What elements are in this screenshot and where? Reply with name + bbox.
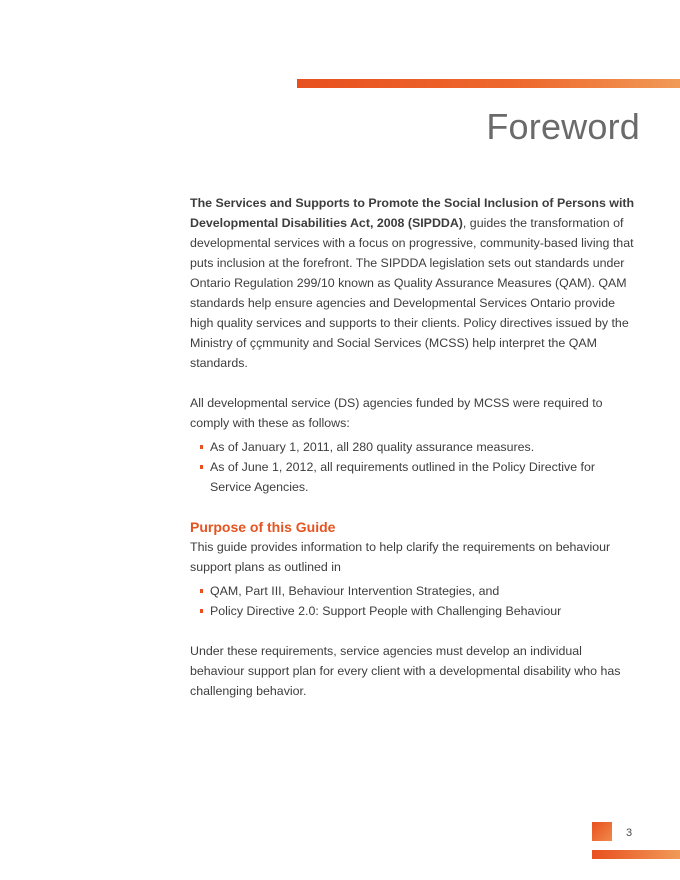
bullet-marker: [200, 465, 203, 469]
header-accent-bar: [297, 79, 680, 88]
bullet-marker: [200, 589, 203, 593]
intro-paragraph: [190, 193, 636, 373]
list-item: As of June 1, 2012, all requirements outlined in the Policy Directive for Service Agencies.: [210, 457, 636, 497]
compliance-list: [190, 437, 636, 497]
bullet-marker: [200, 609, 203, 613]
bullet-marker: [200, 445, 203, 449]
list-item: As of January 1, 2011, all 280 quality assurance measures.: [210, 437, 636, 457]
closing-paragraph: Under these requirements, service agencies must develop an individual behaviour support plan for every client with a developmental disability who has challenging behavior.: [190, 644, 621, 698]
purpose-list: [190, 581, 636, 621]
footer-accent-bar: [592, 850, 680, 859]
intro-text: , guides the transformation of developmental services with a focus on progressive, community-based living that puts inclusion at the forefront. The SIPDDA legislation sets out standards under Ontario Regulation 299/10 known as Quality Assurance Measures (QAM). QAM standards help ensure agencies and Developmental Services Ontario provide high quality services and supports to their clients. Policy directives issued by the Ministry of ççmmunity and Social Services (MCSS) help interpret the QAM standards.: [190, 216, 634, 370]
page-title: Foreword: [486, 106, 640, 147]
compliance-paragraph: All developmental service (DS) agencies funded by MCSS were required to comply with these as follows:: [190, 396, 603, 430]
document-body: [190, 193, 636, 701]
list-item: QAM, Part III, Behaviour Intervention Strategies, and: [210, 581, 636, 601]
footer-accent-square: [592, 822, 612, 841]
act-name: The Services and Supports to Promote the Social Inclusion of Persons with Developmental Disabilities Act, 2008 (SIPDDA): [190, 196, 635, 230]
page-number: 3: [626, 827, 633, 839]
section-heading-purpose: Purpose of this Guide: [190, 519, 336, 535]
purpose-paragraph: This guide provides information to help clarify the requirements on behaviour support plans as outlined in: [190, 540, 611, 574]
list-item: Policy Directive 2.0: Support People with Challenging Behaviour: [210, 601, 636, 621]
